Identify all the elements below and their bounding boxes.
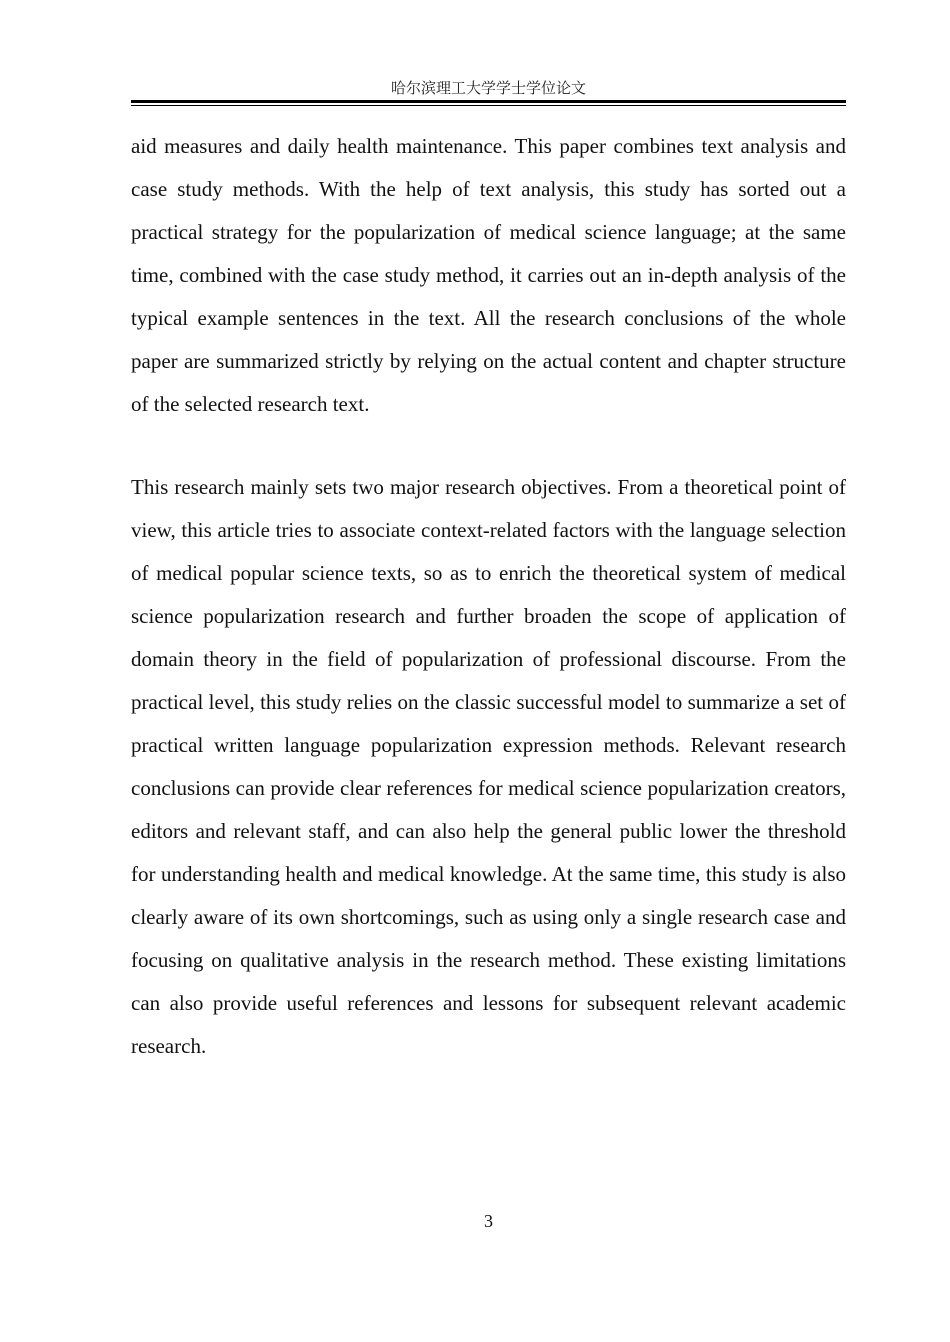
header-rule-thin: [131, 105, 846, 106]
paragraph-methods: aid measures and daily health maintenance. This paper combines text analysis and case study methods. With the help of text analysis, this study has sorted out a practical strategy for the popularization of medical science language; at the same time, combined with the case study method, it carries out an in-depth analysis of the typical example sentences in the text. All the research conclusions of the whole paper are summarized strictly by relying on the actual content and chapter structure of the selected research text.: [131, 134, 846, 416]
running-header: 哈尔滨理工大学学士学位论文: [390, 79, 586, 97]
paragraph-objectives: This research mainly sets two major research objectives. From a theoretical point of view, this article tries to associate context-related factors with the language selection of medical popular science texts, so as to enrich the theoretical system of medical science popularization research and further broaden the scope of application of domain theory in the field of popularization of professional discourse. From the practical level, this study relies on the classic successful model to summarize a set of practical written language popularization expression methods. Relevant research conclusions can provide clear references for medical science popularization creators, editors and relevant staff, and can also help the general public lower the threshold for understanding health and medical knowledge. At the same time, this study is also clearly aware of its own shortcomings, such as using only a single research case and focusing on qualitative analysis in the research method. These existing limitations can also provide useful references and lessons for subsequent relevant academic research.: [131, 475, 846, 1058]
body-text: [131, 125, 846, 1068]
page-number: 3: [484, 1211, 493, 1231]
header-rule-thick: [131, 100, 846, 103]
